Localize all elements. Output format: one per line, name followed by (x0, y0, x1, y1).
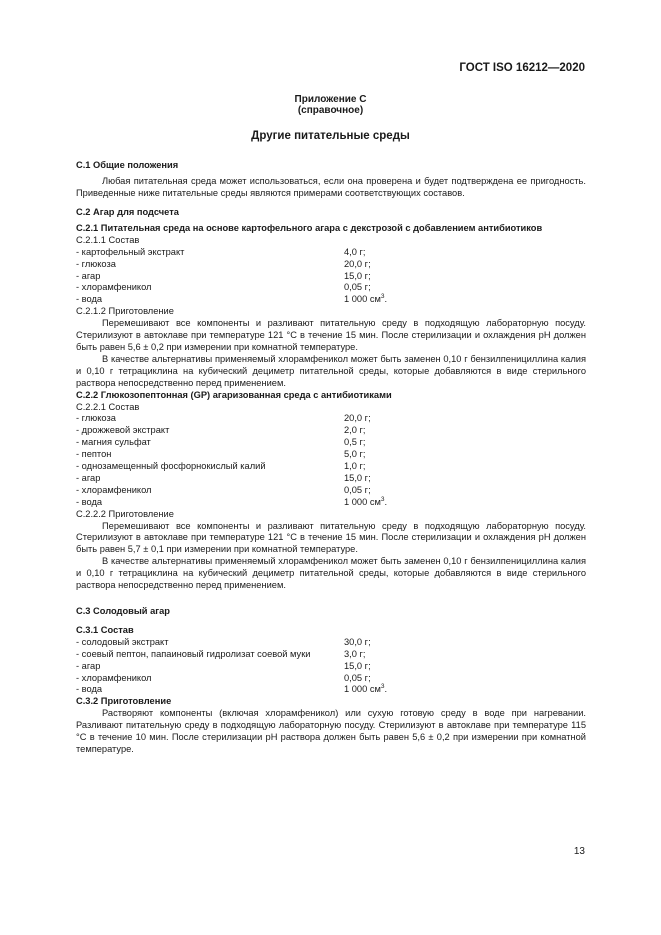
section-c32-heading: С.3.2 Приготовление (76, 696, 172, 707)
ingredient-amount: 2,0 г; (344, 425, 366, 436)
ingredient-name: - дрожжевой экстракт (76, 425, 170, 436)
ingredient-name: - глюкоза (76, 413, 116, 424)
ingredient-name: - агар (76, 270, 101, 281)
ingredient-list-c22 (76, 413, 586, 508)
ingredient-amount: 5,0 г; (344, 449, 366, 460)
ingredient-name: - хлорамфеникол (76, 484, 152, 495)
ingredient-row (76, 247, 586, 259)
section-c21-heading: С.2.1 Питательная среда на основе картофельного агара с декстрозой с добавлением антибиотиков (76, 222, 543, 233)
ingredient-row (76, 673, 586, 685)
annex-heading: Другие питательные среды (251, 130, 410, 142)
ingredient-name: - хлорамфеникол (76, 672, 152, 683)
ingredient-row (76, 294, 586, 306)
ingredient-name: - вода (76, 294, 103, 305)
ingredient-list-c3 (76, 637, 586, 697)
ingredient-amount: 1 000 $см^3$. (344, 495, 388, 507)
ingredient-row (76, 684, 586, 696)
ingredient-name: - магния сульфат (76, 437, 151, 448)
section-c22-composition-label: С.2.2.1 Состав (76, 401, 140, 412)
section-c22-alt-text: В качестве альтернативы применяемый хлорамфеникол может быть заменен 0,10 г бензилпенициллина калия и 0,10 г тетрациклина на кубический дециметр питательной среды, которые добавляются в виде стерильного раствора непосредственно перед применением. (76, 556, 586, 591)
section-c22-prep-text: Перемешивают все компоненты и разливают питательную среду в подходящую лабораторную посуду. Стерилизуют в автоклаве при температуре 121 °C в течение 15 мин. После стерилизации и охлаждения pH должен быть равен 5,7 ± 0,1 при измерении при комнатной температуре. (76, 520, 586, 555)
ingredient-name: - картофельный экстракт (76, 246, 185, 257)
ingredient-row (76, 649, 586, 661)
section-c2-heading: С.2 Агар для подсчета (76, 207, 179, 217)
ingredient-name: - агар (76, 660, 101, 671)
section-c22-heading: С.2.2 Глюкозопептонная (GP) агаризованная среда с антибиотиками (76, 389, 392, 400)
section-c22-prep-label: С.2.2.2 Приготовление (76, 508, 174, 519)
ingredient-row (76, 449, 586, 461)
ingredient-name: - вода (76, 684, 103, 695)
ingredient-row (76, 259, 586, 271)
ingredient-amount: 30,0 г; (344, 636, 371, 647)
annex-type: (справочное) (297, 105, 364, 116)
section-c31-heading: С.3.1 Состав (76, 624, 134, 635)
ingredient-amount: 3,0 г; (344, 648, 366, 659)
ingredient-name: - соевый пептон, папаиновый гидролизат соевой муки (76, 648, 311, 659)
ingredient-amount: 0,5 г; (344, 437, 366, 448)
ingredient-name: - пептон (76, 449, 112, 460)
standard-number: ГОСТ ISO 16212—2020 (459, 62, 585, 74)
section-c3 (76, 606, 586, 756)
ingredient-amount: 0,05 г; (344, 484, 371, 495)
section-c3-prep-text: Растворяют компоненты (включая хлорамфеникол) или сухую готовую среду в воде при нагревании. Разливают питательную среду в подходящую лабораторную посуду. Стерилизуют в автоклаве при температуре 115 °C в течение 10 мин. После стерилизации pH раствора должен быть равен 5,6 ± 0,2 при измерении при комнатной температуре. (76, 708, 586, 754)
page-number: 13 (573, 846, 585, 857)
ingredient-row (76, 661, 586, 673)
ingredient-row (76, 437, 586, 449)
ingredient-amount: 0,05 г; (344, 672, 371, 683)
annex-title: Приложение С (294, 94, 367, 105)
section-c3-heading: С.3 Солодовый агар (76, 606, 170, 616)
ingredient-amount: 15,0 г; (344, 270, 371, 281)
ingredient-amount: 20,0 г; (344, 413, 371, 424)
ingredient-amount: 15,0 г; (344, 472, 371, 483)
ingredient-amount: 1,0 г; (344, 461, 366, 472)
ingredient-name: - вода (76, 496, 103, 507)
section-c2 (76, 207, 586, 592)
ingredient-name: - хлорамфеникол (76, 282, 152, 293)
ingredient-name: - агар (76, 472, 101, 483)
ingredient-list-c21 (76, 247, 586, 307)
section-c1 (76, 160, 586, 200)
section-c21-prep-text: Перемешивают все компоненты и разливают питательную среду в подходящую лабораторную посуду. Стерилизуют в автоклаве при температуре 121 °C в течение 15 мин. После стерилизации и охлаждения pH должен быть равен 5,6 ± 0,2 при измерении при комнатной температуре. (76, 318, 586, 352)
section-c21-prep-label: С.2.1.2 Приготовление (76, 306, 174, 317)
ingredient-amount: 0,05 г; (344, 282, 371, 293)
ingredient-row (76, 425, 586, 437)
ingredient-amount: 1 000 $см^3$. (344, 683, 388, 695)
ingredient-row (76, 413, 586, 425)
ingredient-name: - глюкоза (76, 258, 116, 269)
section-c21-alt-text: В качестве альтернативы применяемый хлорамфеникол может быть заменен 0,10 г бензилпенициллина калия и 0,10 г тетрациклина на кубический дециметр питательной среды, которые добавляются в виде стерильного раствора непосредственно перед применением. (76, 353, 586, 388)
ingredient-amount: 4,0 г; (344, 246, 366, 257)
ingredient-name: - солодовый экстракт (76, 636, 169, 647)
ingredient-row (76, 473, 586, 485)
ingredient-row (76, 637, 586, 649)
section-c1-text: Любая питательная среда может использоваться, если она проверена и будет подтверждена ее пригодность. Приведенные ниже питательные среды являются примерами соответствующих составов. (76, 175, 586, 198)
ingredient-amount: 20,0 г; (344, 258, 371, 269)
ingredient-amount: 1 000 $см^3$. (344, 293, 388, 305)
ingredient-row (76, 485, 586, 497)
ingredient-amount: 15,0 г; (344, 660, 371, 671)
ingredient-row (76, 497, 586, 509)
ingredient-row (76, 461, 586, 473)
ingredient-row (76, 271, 586, 283)
ingredient-row (76, 282, 586, 294)
section-c1-heading: С.1 Общие положения (76, 160, 179, 170)
ingredient-name: - однозамещенный фосфорнокислый калий (76, 461, 266, 472)
section-c21-composition-label: С.2.1.1 Состав (76, 234, 140, 245)
